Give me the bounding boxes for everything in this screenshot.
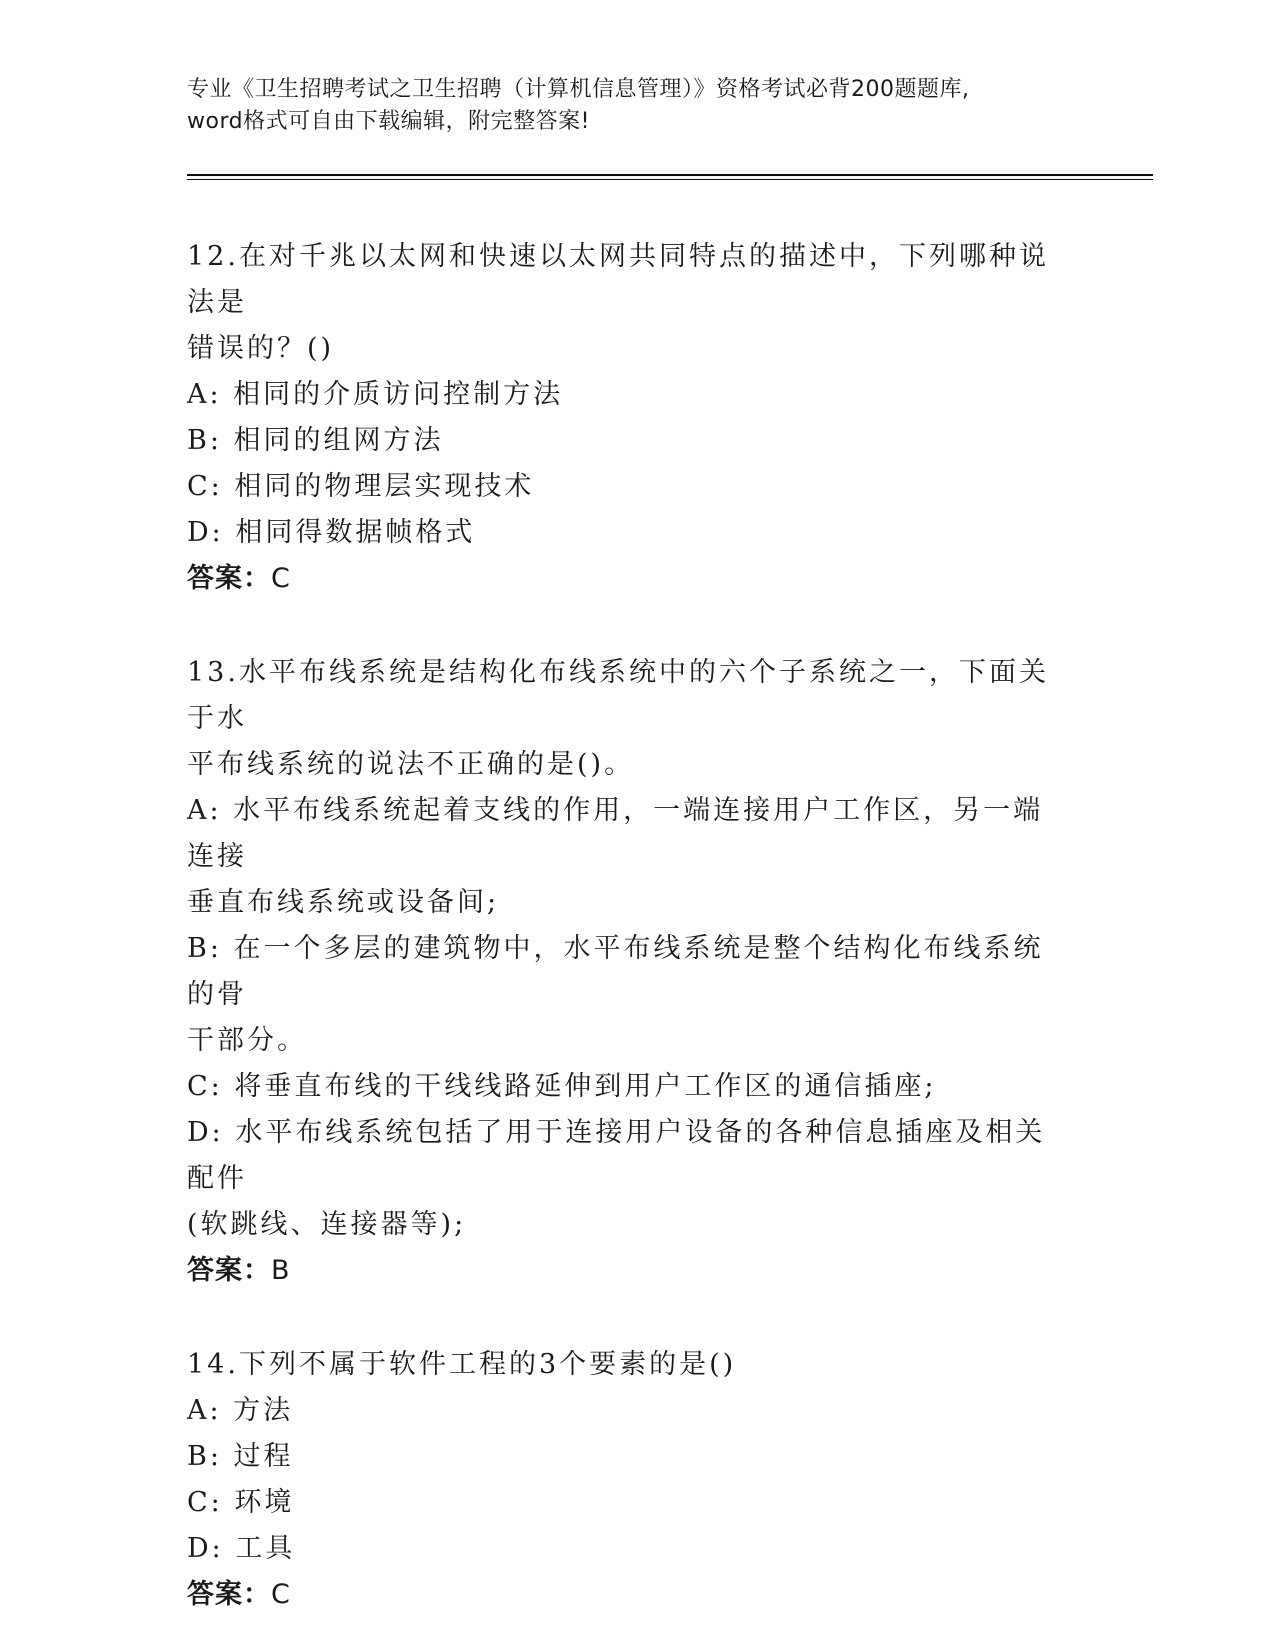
option-a: A: 相同的介质访问控制方法 (187, 379, 564, 410)
question-13 (187, 650, 1067, 1294)
option-c: C: 相同的物理层实现技术 (187, 471, 535, 502)
header-line: word格式可自由下载编辑，附完整答案! (187, 109, 590, 134)
answer-label: 答案： (187, 563, 271, 594)
answer-value: B (271, 1255, 291, 1286)
option-c: C: 将垂直布线的干线线路延伸到用户工作区的通信插座; (187, 1071, 937, 1102)
question-stem-line: 13.水平布线系统是结构化布线系统中的六个子系统之一，下面关于水 (187, 657, 1049, 734)
option-b-continued: 干部分。 (187, 1025, 307, 1056)
answer-line (187, 1572, 1067, 1618)
option-a-continued: 垂直布线系统或设备间; (187, 887, 500, 918)
option-d-continued: (软跳线、连接器等); (187, 1209, 467, 1240)
document-page (187, 74, 1147, 1618)
header-line: 专业《卫生招聘考试之卫生招聘（计算机信息管理）》资格考试必背200题题库, (187, 77, 970, 102)
answer-value: C (271, 563, 291, 594)
header-divider (187, 174, 1153, 180)
answer-label: 答案： (187, 1579, 271, 1610)
question-14 (187, 1342, 1067, 1618)
option-d: D: 水平布线系统包括了用于连接用户设备的各种信息插座及相关配件 (187, 1117, 1046, 1194)
option-b: B: 相同的组网方法 (187, 425, 444, 456)
option-d: D: 相同得数据帧格式 (187, 517, 476, 548)
option-d: D: 工具 (187, 1533, 296, 1564)
option-c: C: 环境 (187, 1487, 295, 1518)
answer-label: 答案： (187, 1255, 271, 1286)
option-a: A: 方法 (187, 1395, 294, 1426)
answer-line (187, 1248, 1067, 1294)
answer-line (187, 556, 1067, 602)
option-a: A: 水平布线系统起着支线的作用，一端连接用户工作区，另一端连接 (187, 795, 1044, 872)
question-stem-line: 14.下列不属于软件工程的3个要素的是() (187, 1349, 737, 1380)
question-stem-line: 12.在对千兆以太网和快速以太网共同特点的描述中，下列哪种说法是 (187, 241, 1049, 318)
question-12 (187, 234, 1067, 602)
answer-value: C (271, 1579, 291, 1610)
option-b: B: 过程 (187, 1441, 294, 1472)
question-stem-line: 错误的？() (187, 333, 335, 364)
option-b: B: 在一个多层的建筑物中，水平布线系统是整个结构化布线系统的骨 (187, 933, 1044, 1010)
question-stem-line: 平布线系统的说法不正确的是()。 (187, 749, 635, 780)
document-header (187, 74, 1067, 138)
